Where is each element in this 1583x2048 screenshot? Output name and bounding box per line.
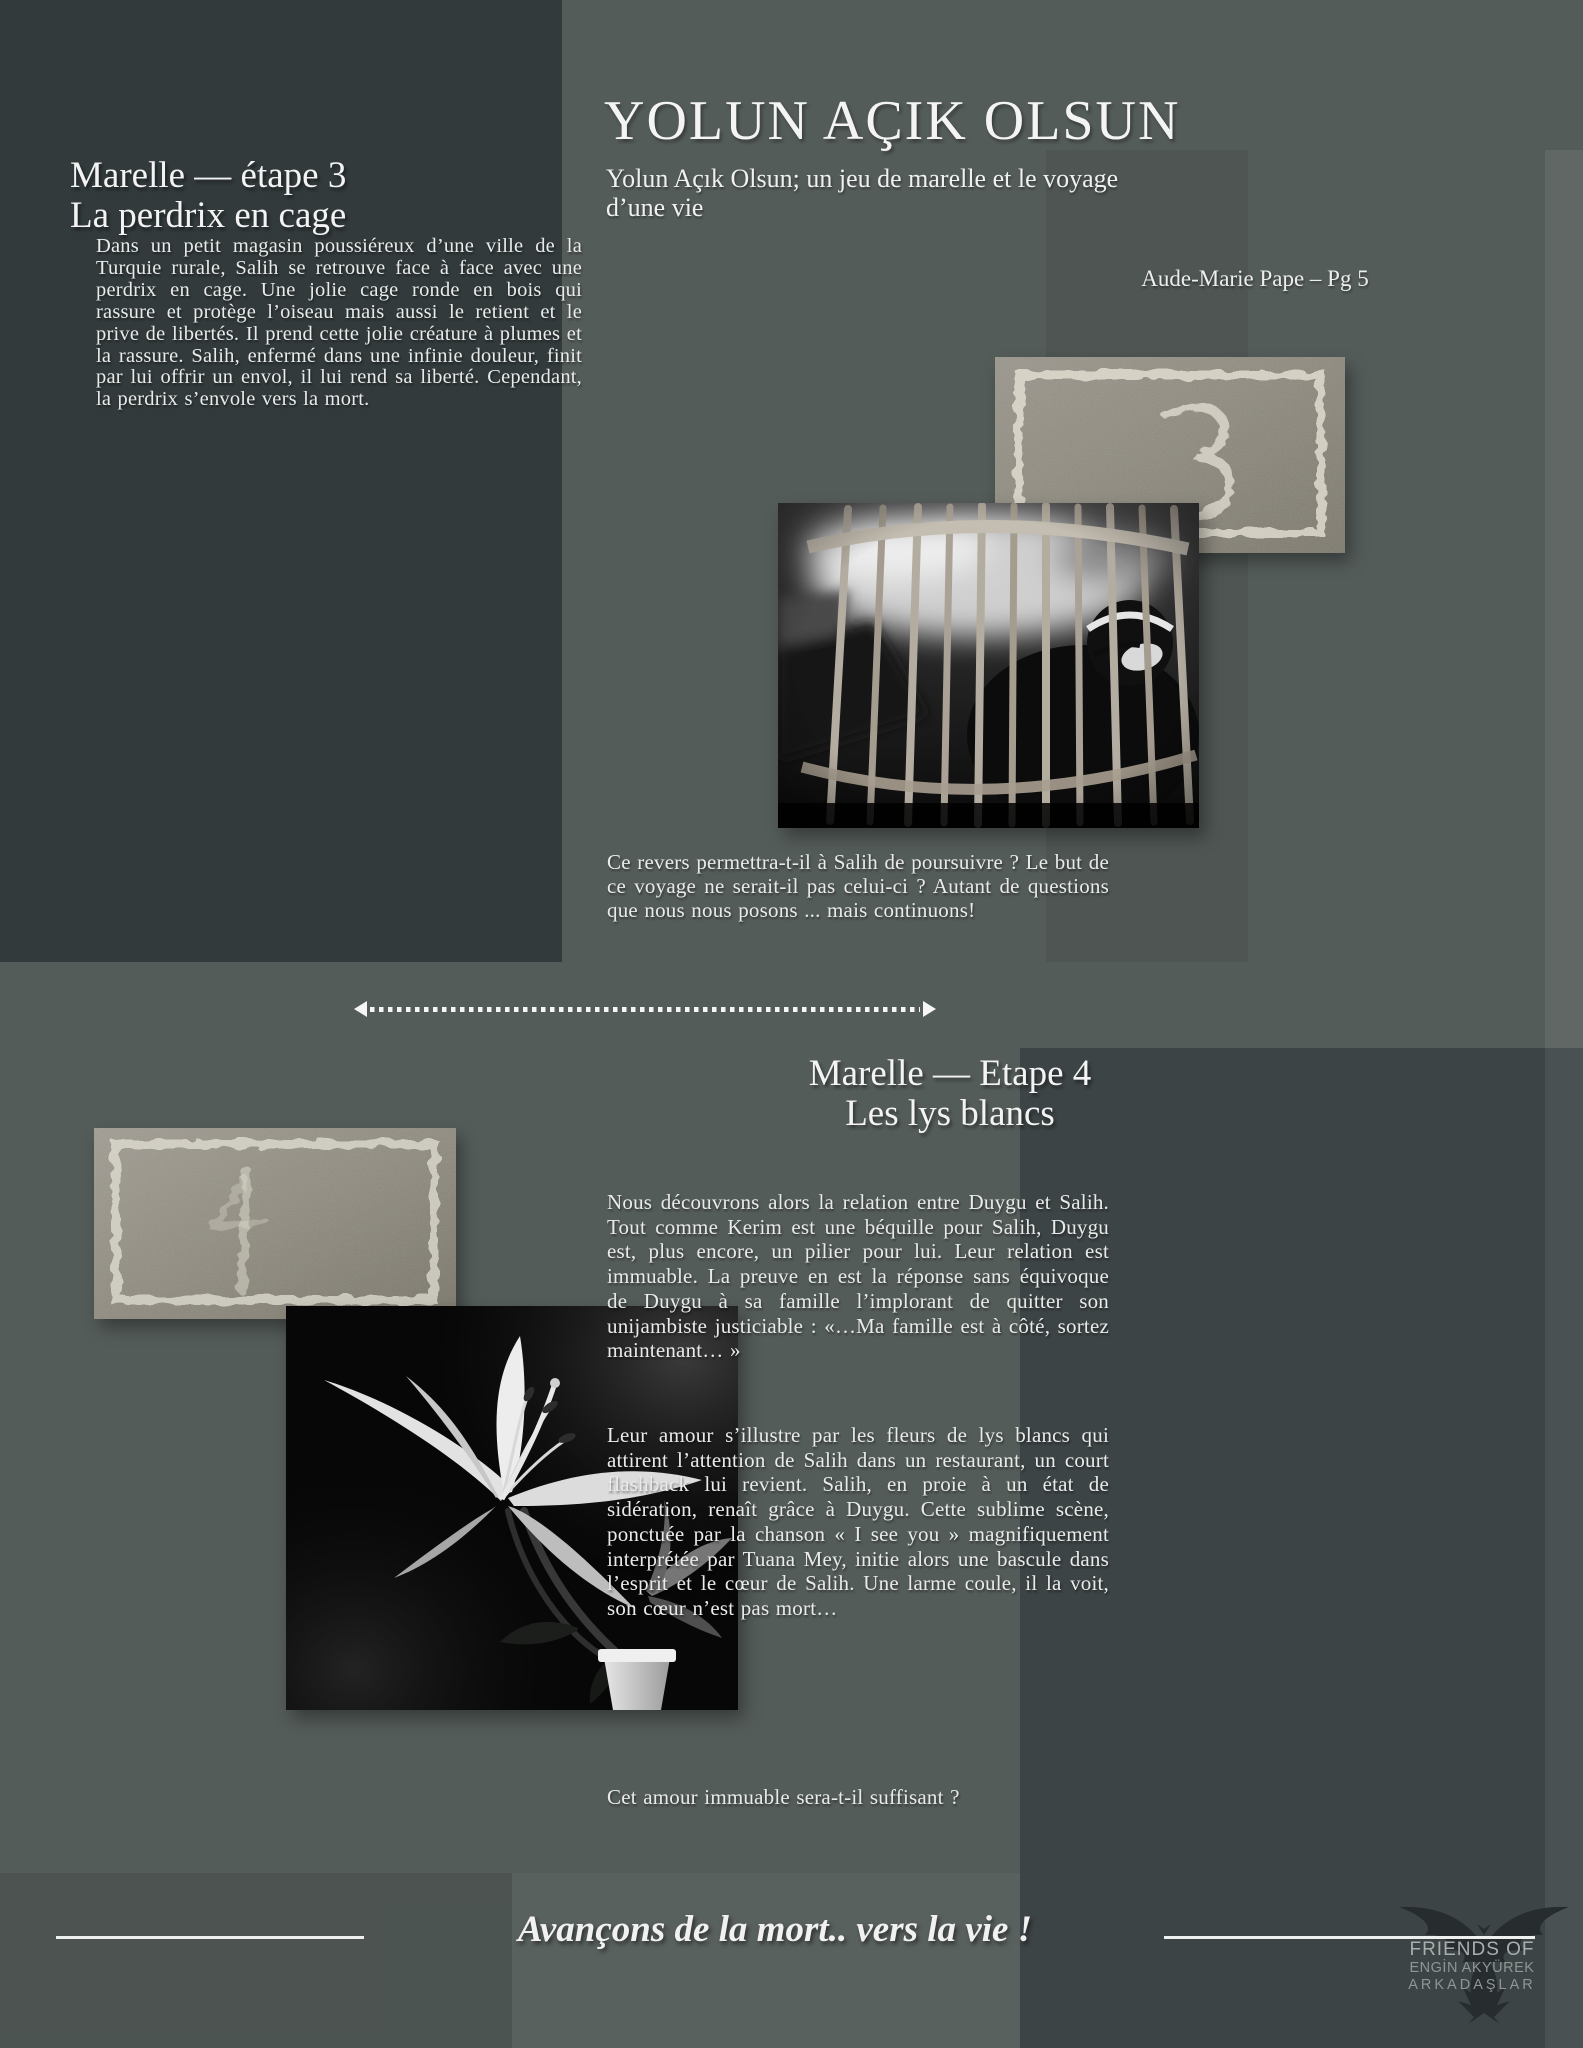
etape3-heading-line1: Marelle — étape 3: [70, 155, 347, 196]
sand-number-4-photo: [94, 1128, 456, 1319]
logo-text: [1398, 1939, 1546, 1994]
etape4-body-3: Cet amour immuable sera-t-il suffisant ?: [607, 1785, 960, 1809]
logo-line-1: FRIENDS OF: [1409, 1939, 1535, 1960]
panel-right-strip: [1545, 150, 1583, 2048]
arrow-right-icon: [923, 1001, 936, 1017]
logo-line-2: ENGİN AKYÜREK: [1409, 1960, 1535, 1976]
partridge-cage-photo: [778, 503, 1199, 828]
logo-line-3: ARKADAŞLAR: [1408, 1977, 1536, 1993]
footer-rule-left: [56, 1936, 364, 1939]
etape3-heading: [70, 156, 590, 236]
panel-bottom-middle: [512, 1873, 1020, 2048]
etape4-body-1: Nous découvrons alors la relation entre Duygu et Salih. Tout comme Kerim est une béquille pour Salih, Duygu est, plus encore, un pilier pour lui. Leur relation est immuable. La preuve en est la réponse sans équivoque de Duygu à sa famille l’implorant de quitter son unijambiste justiciable : «…Ma famille est à côté, sortez maintenant… »: [607, 1190, 1109, 1363]
arrow-left-icon: [354, 1001, 367, 1017]
page-title: YOLUN AÇIK OLSUN: [604, 90, 1181, 152]
etape4-heading-line1: Marelle — Etape 4: [808, 1053, 1092, 1094]
etape4-heading: [700, 1054, 1200, 1134]
etape4-heading-line2: Les lys blancs: [845, 1093, 1055, 1134]
etape3-followup: Ce revers permettra-t-il à Salih de poursuivre ? Le but de ce voyage ne serait-il pas celui-ci ? Autant de questions que nous nous posons ... mais continuons!: [607, 850, 1109, 922]
footer-quote: Avançons de la mort.. vers la vie !: [517, 1909, 1033, 1950]
dotted-divider: [354, 1001, 936, 1017]
panel-topleft-dark: [0, 0, 562, 962]
panel-bottom-left: [0, 1873, 512, 2048]
dotted-line: [370, 1007, 920, 1012]
etape3-heading-line2: La perdrix en cage: [70, 195, 347, 236]
etape4-body-2: Leur amour s’illustre par les fleurs de lys blancs qui attirent l’attention de Salih dans un restaurant, un court flashback lui revient. Salih, en proie à un état de sidération, renaît grâce à Duygu. Cette sublime scène, ponctuée par la chanson « I see you » magnifiquement interprétée par Tuana Mey, initie alors une bascule dans l’esprit et le cœur de Salih. Une larme coule, il la voit, son cœur n’est pas mort…: [607, 1423, 1109, 1620]
byline: Aude-Marie Pape – Pg 5: [1141, 266, 1369, 291]
etape3-body: Dans un petit magasin poussiéreux d’une ville de la Turquie rurale, Salih se retrouve face à face avec une perdrix en cage. Une jolie cage ronde en bois qui rassure et protège l’oiseau mais aussi le retient et le prive de libertés. Il prend cette jolie créature à plumes et la rassure. Salih, enfermé dans une infinie douleur, finit par lui offrir un envol, il lui rend sa liberté. Cependant, la perdrix s’envole vers la mort.: [96, 235, 582, 411]
page-subtitle: Yolun Açık Olsun; un jeu de marelle et le voyage d’une vie: [606, 164, 1119, 222]
